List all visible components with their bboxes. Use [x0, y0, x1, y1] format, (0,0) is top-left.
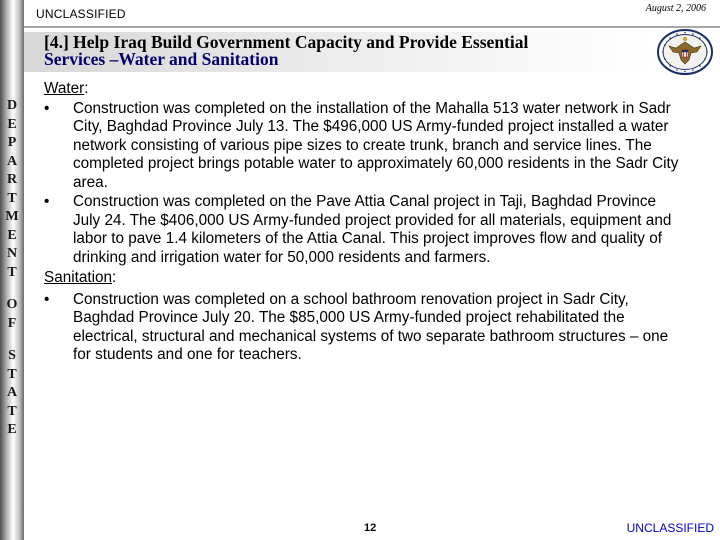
sidebar-letter: E [7, 116, 17, 132]
bullet-text: Construction was completed on the installation of the Mahalla 513 water network in Sadr City, Baghdad Province July 13. The $496,000 US Army-funded project installed a water network consisting of various pipe sizes to create trunk, branch and service lines. The completed project brings potable water to approximately 60,000 residents in the Sadr City area. [73, 99, 679, 191]
sidebar-letter: M [5, 209, 19, 224]
sidebar-letter: N [6, 246, 18, 261]
sidebar-letter: T [7, 366, 17, 382]
sidebar-letter: T [7, 190, 17, 206]
sidebar-department-of-state-text [0, 97, 24, 440]
header-divider [24, 26, 720, 28]
sidebar-letter: T [7, 264, 17, 280]
sidebar-letter: E [7, 227, 17, 243]
page-title-line-1: [4.] Help Iraq Build Government Capacity and Provide Essential [44, 32, 529, 52]
sidebar-spacer [0, 333, 24, 347]
sidebar-letter: T [7, 403, 17, 419]
water-section [44, 80, 684, 267]
sanitation-section [44, 269, 684, 365]
sidebar-letter: P [7, 135, 17, 150]
bullet-item [44, 193, 684, 267]
sidebar-letter: A [6, 385, 18, 400]
water-bullet-list [44, 100, 684, 268]
section-heading-label: Water [44, 80, 85, 97]
sidebar-letter: D [6, 98, 18, 113]
sidebar-letter: O [6, 297, 18, 312]
sidebar-letter: A [6, 153, 18, 169]
page-number: 12 [364, 522, 377, 534]
bullet-text: Construction was completed on a school bathroom renovation project in Sadr City, Baghdad Province July 20. The $85,000 US Army-funded project rehabilitated the electrical, structural and mechanical systems of two separate bathroom structures – one for students and one for teachers. [73, 290, 669, 363]
page-title-line-2: Services –Water and Sanitation [44, 49, 279, 69]
header-classification-label: UNCLASSIFIED [36, 7, 126, 21]
footer-classification-label: UNCLASSIFIED [626, 521, 714, 535]
page-title [44, 34, 644, 68]
content-area [44, 80, 684, 365]
header-date: August 2, 2006 [645, 3, 706, 14]
sidebar-letter: E [7, 422, 17, 437]
bullet-text: Construction was completed on the Pave Attia Canal project in Taji, Baghdad Province July 24. The $406,000 US Army-funded project provided for all materials, equipment and labor to pave 1.4 kilometers of the Attia Canal. This project improves flow and quality of drinking and irrigation water for 50,000 residents and farmers. [73, 193, 672, 266]
bullet-icon: • [44, 99, 50, 117]
bullet-icon: • [44, 193, 50, 210]
section-heading-colon: : [112, 269, 117, 286]
section-heading-sanitation [44, 269, 684, 288]
sidebar-letter: F [7, 315, 17, 331]
section-heading-water [44, 80, 684, 99]
section-heading-label: Sanitation [44, 269, 113, 286]
sidebar-letter: S [8, 348, 16, 363]
section-heading-colon: : [84, 80, 89, 97]
sidebar-spacer [0, 282, 24, 296]
sidebar-letter: R [6, 172, 18, 187]
bullet-icon: • [44, 290, 50, 308]
bullet-item [44, 100, 684, 193]
department-of-state-seal-icon [656, 28, 714, 76]
bullet-item [44, 291, 684, 365]
sanitation-bullet-list [44, 291, 684, 365]
